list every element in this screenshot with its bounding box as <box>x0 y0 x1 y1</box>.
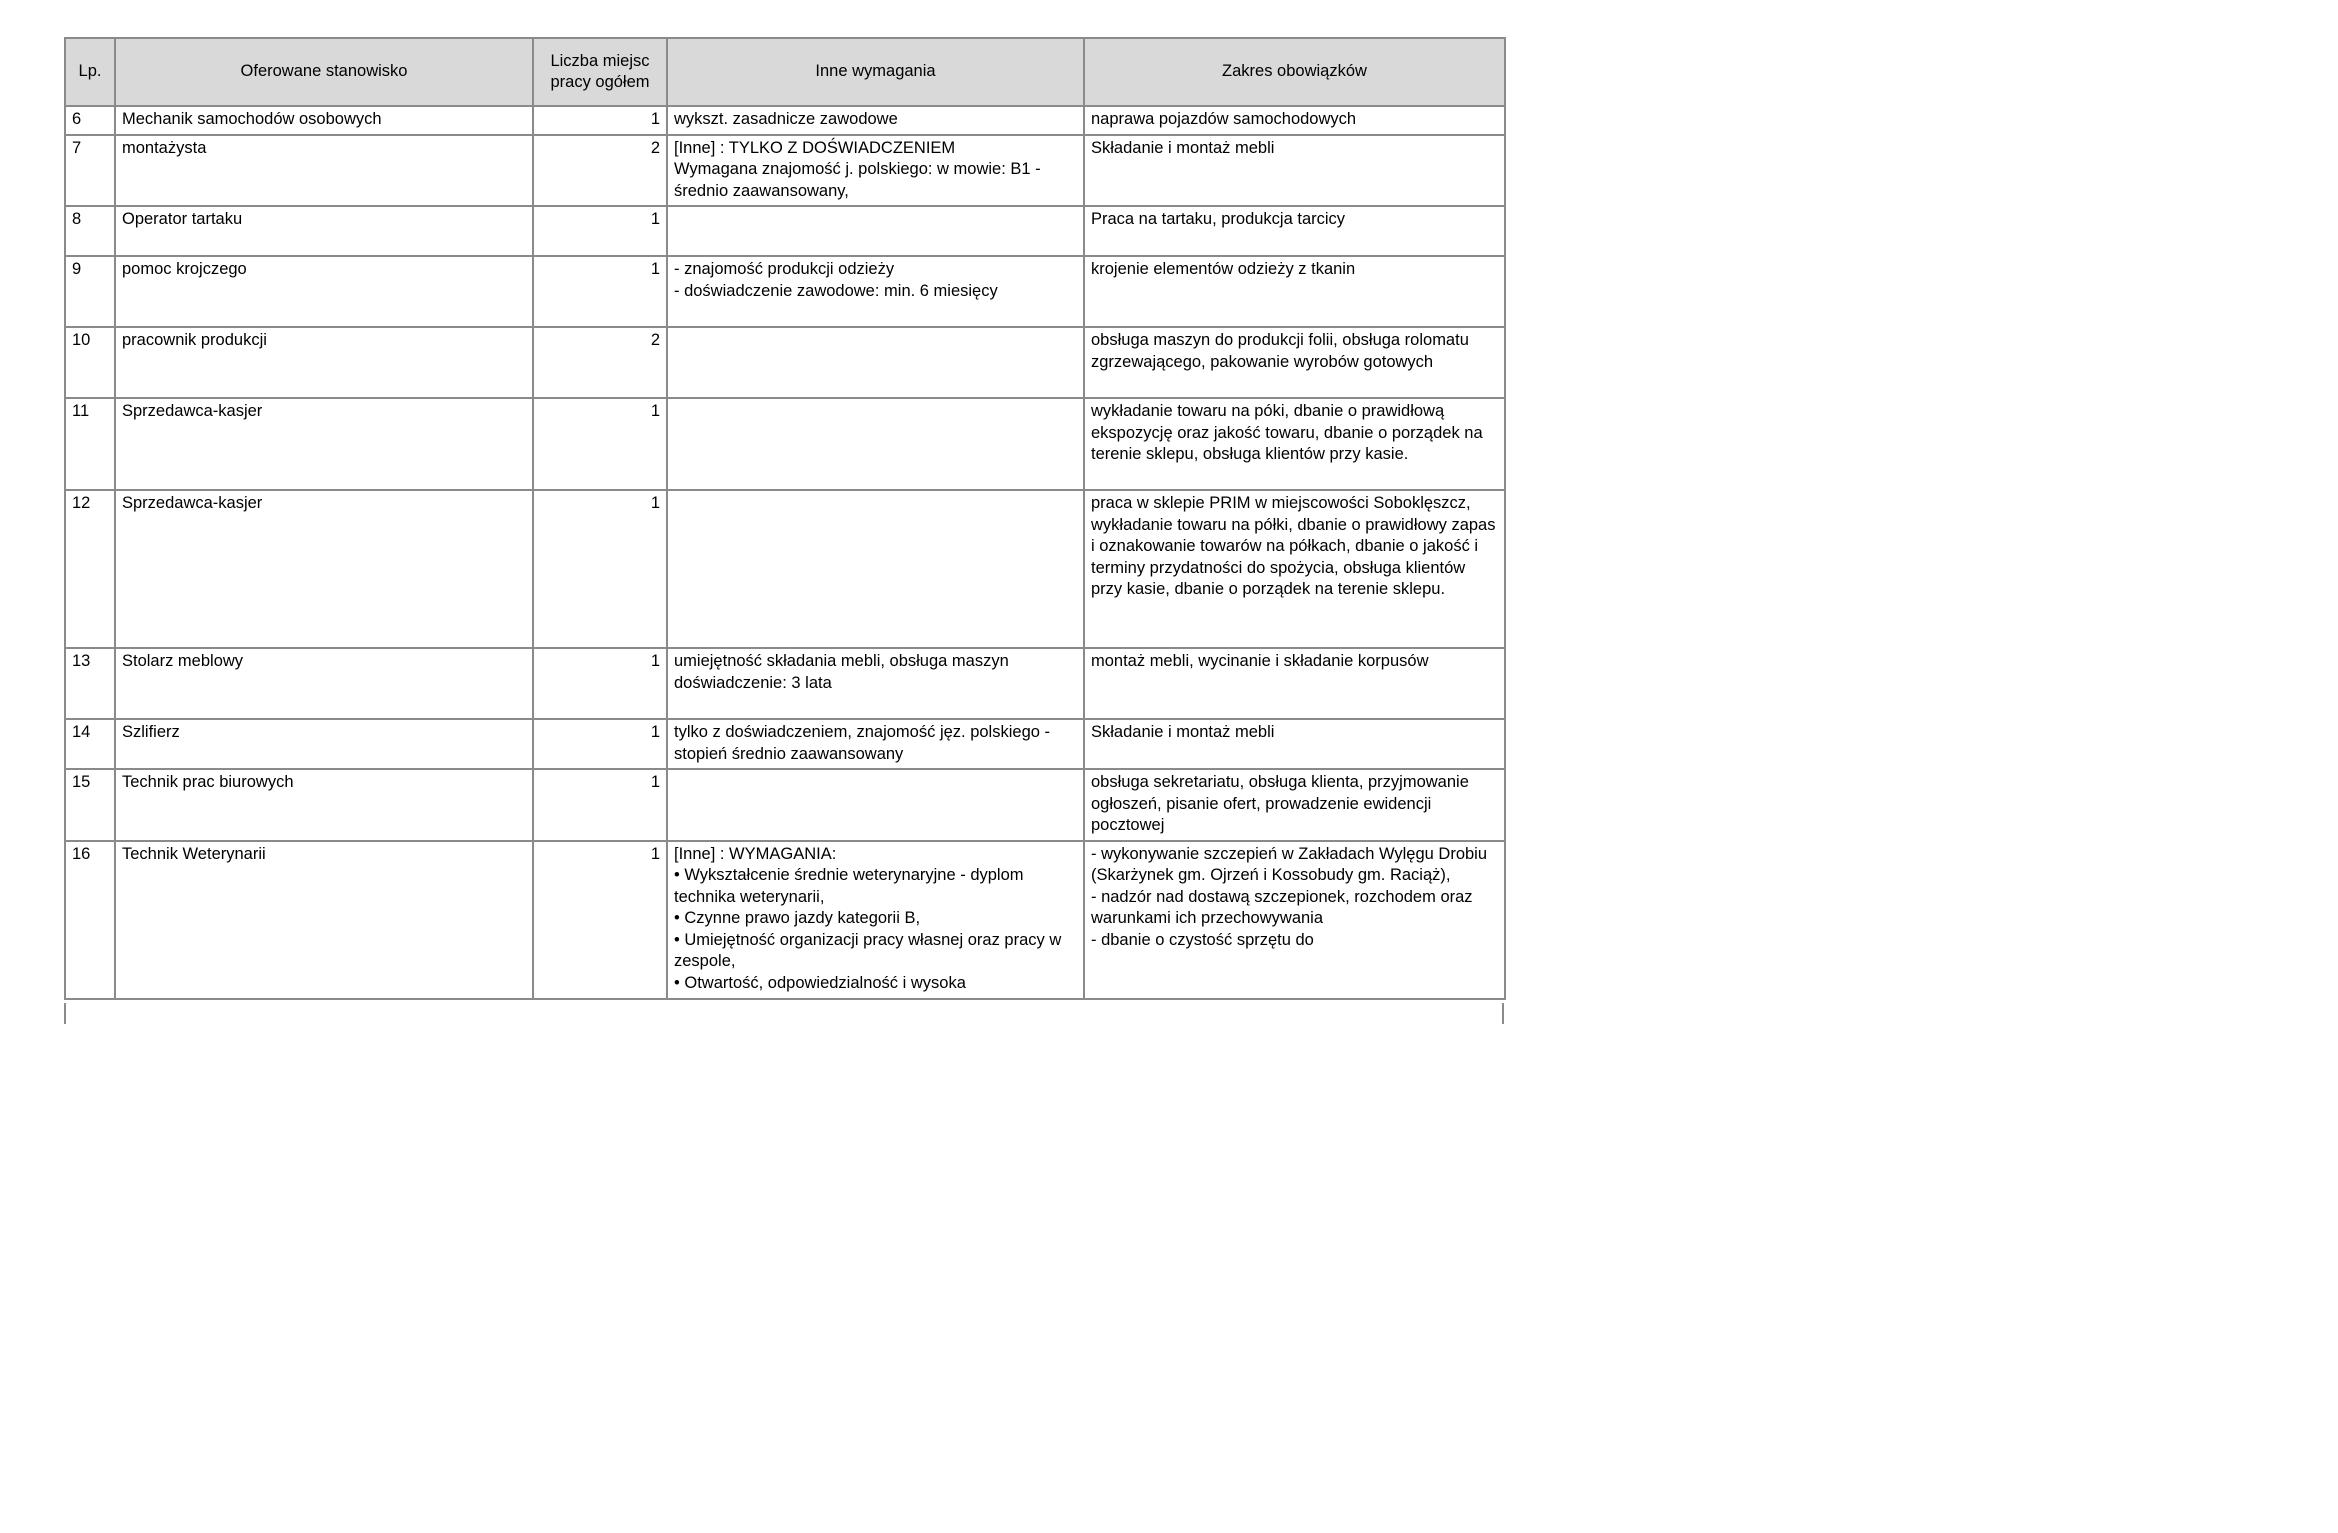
cell-wymagania <box>667 769 1084 841</box>
cell-liczba: 1 <box>533 648 667 719</box>
cell-wymagania <box>667 490 1084 648</box>
cell-wymagania <box>667 206 1084 256</box>
cell-liczba: 1 <box>533 398 667 490</box>
cell-lp: 9 <box>65 256 115 327</box>
cell-lp: 15 <box>65 769 115 841</box>
table-row <box>65 106 1505 135</box>
cell-liczba: 2 <box>533 327 667 398</box>
table-row <box>65 719 1505 769</box>
cell-obowiazki: - wykonywanie szczepień w Zakładach Wylęgu Drobiu (Skarżynek gm. Ojrzeń i Kossobudy gm. Raciąż), - nadzór nad dostawą szczepionek, rozchodem oraz warunkami ich przechowywania - dbanie o czystość sprzętu do <box>1084 841 1505 999</box>
header-lp: Lp. <box>65 38 115 106</box>
job-offers-table <box>64 37 1506 1000</box>
table-row <box>65 256 1505 327</box>
table-row <box>65 135 1505 207</box>
cell-stanowisko: Sprzedawca-kasjer <box>115 398 533 490</box>
table-row <box>65 398 1505 490</box>
cell-lp: 11 <box>65 398 115 490</box>
cell-obowiazki: montaż mebli, wycinanie i składanie korpusów <box>1084 648 1505 719</box>
cell-obowiazki: praca w sklepie PRIM w miejscowości Soboklęszcz, wykładanie towaru na półki, dbanie o prawidłowy zapas i oznakowanie towarów na półkach, dbanie o jakość i terminy przydatności do spożycia, obsługa klientów przy kasie, dbanie o porządek na terenie sklepu. <box>1084 490 1505 648</box>
cell-lp: 8 <box>65 206 115 256</box>
cell-wymagania <box>667 398 1084 490</box>
cell-liczba: 1 <box>533 841 667 999</box>
cell-wymagania: wykszt. zasadnicze zawodowe <box>667 106 1084 135</box>
table-row <box>65 648 1505 719</box>
cell-stanowisko: Szlifierz <box>115 719 533 769</box>
cell-lp: 12 <box>65 490 115 648</box>
cell-obowiazki: Składanie i montaż mebli <box>1084 135 1505 207</box>
cell-liczba: 1 <box>533 719 667 769</box>
cell-obowiazki: obsługa maszyn do produkcji folii, obsługa rolomatu zgrzewającego, pakowanie wyrobów gotowych <box>1084 327 1505 398</box>
cell-stanowisko: Mechanik samochodów osobowych <box>115 106 533 135</box>
table-row <box>65 841 1505 999</box>
cell-stanowisko: pomoc krojczego <box>115 256 533 327</box>
cell-lp: 7 <box>65 135 115 207</box>
cell-wymagania: tylko z doświadczeniem, znajomość jęz. polskiego - stopień średnio zaawansowany <box>667 719 1084 769</box>
cell-wymagania: [Inne] : WYMAGANIA: • Wykształcenie średnie weterynaryjne - dyplom technika weterynarii, • Czynne prawo jazdy kategorii B, • Umiejętność organizacji pracy własnej oraz pracy w zespole, • Otwartość, odpowiedzialność i wysoka <box>667 841 1084 999</box>
cell-stanowisko: Stolarz meblowy <box>115 648 533 719</box>
cell-wymagania <box>667 327 1084 398</box>
cell-liczba: 1 <box>533 490 667 648</box>
cell-wymagania: - znajomość produkcji odzieży - doświadczenie zawodowe: min. 6 miesięcy <box>667 256 1084 327</box>
cell-liczba: 1 <box>533 206 667 256</box>
cell-obowiazki: wykładanie towaru na póki, dbanie o prawidłową ekspozycję oraz jakość towaru, dbanie o porządek na terenie sklepu, obsługa klientów przy kasie. <box>1084 398 1505 490</box>
table-row <box>65 490 1505 648</box>
cell-stanowisko: montażysta <box>115 135 533 207</box>
header-liczba-miejsc: Liczba miejsc pracy ogółem <box>533 38 667 106</box>
cell-obowiazki: krojenie elementów odzieży z tkanin <box>1084 256 1505 327</box>
cell-stanowisko: Technik prac biurowych <box>115 769 533 841</box>
cell-obowiazki: Składanie i montaż mebli <box>1084 719 1505 769</box>
cell-lp: 6 <box>65 106 115 135</box>
cell-stanowisko: Operator tartaku <box>115 206 533 256</box>
header-inne-wymagania: Inne wymagania <box>667 38 1084 106</box>
cell-wymagania: umiejętność składania mebli, obsługa maszyn doświadczenie: 3 lata <box>667 648 1084 719</box>
header-zakres-obowiazkow: Zakres obowiązków <box>1084 38 1505 106</box>
cell-stanowisko: Sprzedawca-kasjer <box>115 490 533 648</box>
cell-obowiazki: Praca na tartaku, produkcja tarcicy <box>1084 206 1505 256</box>
cell-lp: 10 <box>65 327 115 398</box>
table-header-row <box>65 38 1505 106</box>
cell-obowiazki: obsługa sekretariatu, obsługa klienta, przyjmowanie ogłoszeń, pisanie ofert, prowadzenie ewidencji pocztowej <box>1084 769 1505 841</box>
cell-liczba: 1 <box>533 106 667 135</box>
header-stanowisko: Oferowane stanowisko <box>115 38 533 106</box>
cell-wymagania: [Inne] : TYLKO Z DOŚWIADCZENIEM Wymagana znajomość j. polskiego: w mowie: B1 - średnio zaawansowany, <box>667 135 1084 207</box>
table-row <box>65 206 1505 256</box>
cell-stanowisko: pracownik produkcji <box>115 327 533 398</box>
cell-lp: 14 <box>65 719 115 769</box>
cell-stanowisko: Technik Weterynarii <box>115 841 533 999</box>
cell-liczba: 2 <box>533 135 667 207</box>
table-row <box>65 327 1505 398</box>
document-page <box>0 0 1552 1024</box>
table-continuation <box>64 1003 1504 1024</box>
cell-obowiazki: naprawa pojazdów samochodowych <box>1084 106 1505 135</box>
table-row <box>65 769 1505 841</box>
cell-lp: 16 <box>65 841 115 999</box>
cell-lp: 13 <box>65 648 115 719</box>
cell-liczba: 1 <box>533 769 667 841</box>
cell-liczba: 1 <box>533 256 667 327</box>
